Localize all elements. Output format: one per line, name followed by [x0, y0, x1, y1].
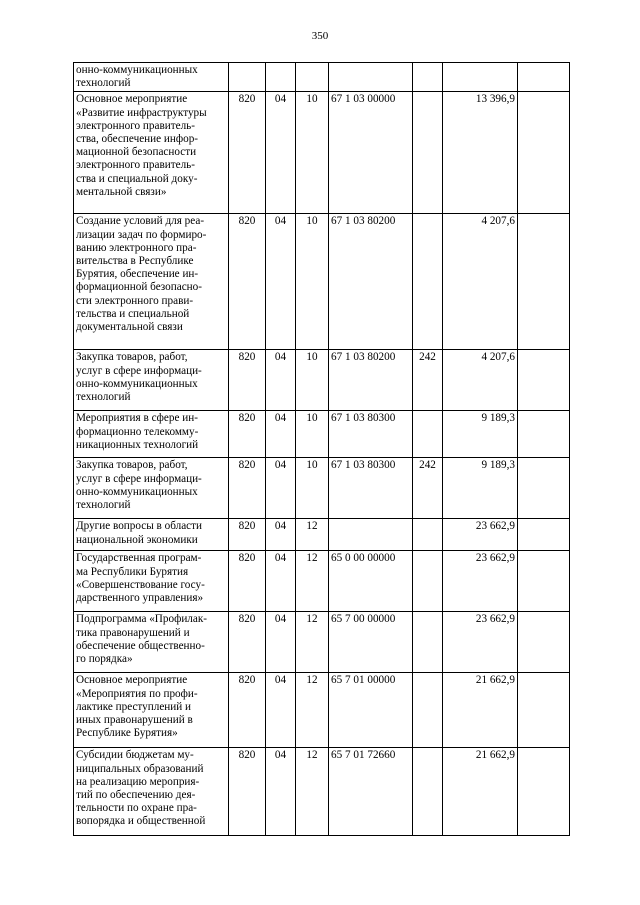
ministry-code-cell: 820 — [229, 214, 266, 350]
target-article-cell: 65 7 01 00000 — [329, 673, 413, 748]
subsection-code-cell: 12 — [296, 748, 329, 836]
extra-cell — [518, 63, 570, 92]
table-row — [74, 748, 570, 836]
ministry-code-cell: 820 — [229, 673, 266, 748]
ministry-code-cell: 820 — [229, 92, 266, 214]
table-row — [74, 458, 570, 519]
amount-cell: 23 662,9 — [443, 612, 518, 673]
amount-cell: 9 189,3 — [443, 458, 518, 519]
extra-cell — [518, 551, 570, 612]
amount-cell: 13 396,9 — [443, 92, 518, 214]
expense-type-cell — [413, 92, 443, 214]
section-code-cell: 04 — [266, 673, 296, 748]
row-name-cell: Основное мероприятие «Мероприятия по профи- лактике преступлений и иных правонарушений в Республике Бурятия» — [74, 673, 229, 748]
subsection-code-cell: 12 — [296, 612, 329, 673]
ministry-code-cell — [229, 63, 266, 92]
subsection-code-cell: 12 — [296, 551, 329, 612]
section-code-cell: 04 — [266, 551, 296, 612]
expense-type-cell — [413, 411, 443, 458]
row-name-cell: Мероприятия в сфере ин- формационно телекомму- никационных технологий — [74, 411, 229, 458]
row-name-cell: Закупка товаров, работ, услуг в сфере информаци- онно-коммуникационных технологий — [74, 458, 229, 519]
row-name-cell: онно-коммуникационных технологий — [74, 63, 229, 92]
target-article-cell: 65 0 00 00000 — [329, 551, 413, 612]
table-row — [74, 63, 570, 92]
table-row — [74, 350, 570, 411]
subsection-code-cell: 10 — [296, 411, 329, 458]
section-code-cell: 04 — [266, 214, 296, 350]
table-row — [74, 519, 570, 551]
expense-type-cell — [413, 673, 443, 748]
extra-cell — [518, 519, 570, 551]
ministry-code-cell: 820 — [229, 458, 266, 519]
section-code-cell: 04 — [266, 748, 296, 836]
table-row — [74, 612, 570, 673]
table-row — [74, 92, 570, 214]
row-name-cell: Другие вопросы в области национальной экономики — [74, 519, 229, 551]
row-name-cell: Закупка товаров, работ, услуг в сфере информаци- онно-коммуникационных технологий — [74, 350, 229, 411]
table-row — [74, 673, 570, 748]
subsection-code-cell: 12 — [296, 519, 329, 551]
subsection-code-cell: 10 — [296, 458, 329, 519]
subsection-code-cell — [296, 63, 329, 92]
ministry-code-cell: 820 — [229, 551, 266, 612]
extra-cell — [518, 673, 570, 748]
extra-cell — [518, 92, 570, 214]
expense-type-cell: 242 — [413, 350, 443, 411]
section-code-cell — [266, 63, 296, 92]
target-article-cell: 67 1 03 80200 — [329, 214, 413, 350]
extra-cell — [518, 612, 570, 673]
ministry-code-cell: 820 — [229, 612, 266, 673]
amount-cell: 21 662,9 — [443, 673, 518, 748]
extra-cell — [518, 748, 570, 836]
subsection-code-cell: 10 — [296, 92, 329, 214]
target-article-cell: 67 1 03 80300 — [329, 411, 413, 458]
amount-cell: 9 189,3 — [443, 411, 518, 458]
budget-table — [73, 62, 570, 836]
subsection-code-cell: 10 — [296, 214, 329, 350]
amount-cell: 4 207,6 — [443, 350, 518, 411]
ministry-code-cell: 820 — [229, 350, 266, 411]
target-article-cell: 67 1 03 80200 — [329, 350, 413, 411]
extra-cell — [518, 214, 570, 350]
section-code-cell: 04 — [266, 519, 296, 551]
row-name-cell: Субсидии бюджетам му- ниципальных образований на реализацию мероприя- тий по обеспечению дея- тельности по охране пра- вопорядка и общественной — [74, 748, 229, 836]
target-article-cell — [329, 519, 413, 551]
table-row — [74, 551, 570, 612]
expense-type-cell — [413, 612, 443, 673]
target-article-cell: 67 1 03 80300 — [329, 458, 413, 519]
extra-cell — [518, 411, 570, 458]
amount-cell: 4 207,6 — [443, 214, 518, 350]
expense-type-cell — [413, 551, 443, 612]
ministry-code-cell: 820 — [229, 411, 266, 458]
expense-type-cell — [413, 519, 443, 551]
amount-cell: 21 662,9 — [443, 748, 518, 836]
target-article-cell: 65 7 01 72660 — [329, 748, 413, 836]
target-article-cell: 65 7 00 00000 — [329, 612, 413, 673]
subsection-code-cell: 10 — [296, 350, 329, 411]
row-name-cell: Государственная програм- ма Республики Бурятия «Совершенствование госу- дарственного управления» — [74, 551, 229, 612]
section-code-cell: 04 — [266, 458, 296, 519]
target-article-cell: 67 1 03 00000 — [329, 92, 413, 214]
section-code-cell: 04 — [266, 92, 296, 214]
table-body — [74, 63, 570, 836]
table-row — [74, 214, 570, 350]
section-code-cell: 04 — [266, 411, 296, 458]
amount-cell — [443, 63, 518, 92]
extra-cell — [518, 350, 570, 411]
ministry-code-cell: 820 — [229, 748, 266, 836]
amount-cell: 23 662,9 — [443, 551, 518, 612]
amount-cell: 23 662,9 — [443, 519, 518, 551]
target-article-cell — [329, 63, 413, 92]
page-number: 350 — [311, 30, 329, 42]
ministry-code-cell: 820 — [229, 519, 266, 551]
row-name-cell: Создание условий для реа- лизации задач по формиро- ванию электронного пра- вительства в Республике Бурятия, обеспечение ин- формационной безопасно- сти электронного прави- тельства и специальной документальной связи — [74, 214, 229, 350]
section-code-cell: 04 — [266, 612, 296, 673]
expense-type-cell — [413, 214, 443, 350]
subsection-code-cell: 12 — [296, 673, 329, 748]
expense-type-cell — [413, 63, 443, 92]
expense-type-cell: 242 — [413, 458, 443, 519]
row-name-cell: Основное мероприятие «Развитие инфраструктуры электронного правитель- ства, обеспечение инфор- мационной безопасности электронного правитель- ства и специальной доку- ментальной связи» — [74, 92, 229, 214]
section-code-cell: 04 — [266, 350, 296, 411]
row-name-cell: Подпрограмма «Профилак- тика правонарушений и обеспечение общественно- го порядка» — [74, 612, 229, 673]
extra-cell — [518, 458, 570, 519]
expense-type-cell — [413, 748, 443, 836]
table-row — [74, 411, 570, 458]
